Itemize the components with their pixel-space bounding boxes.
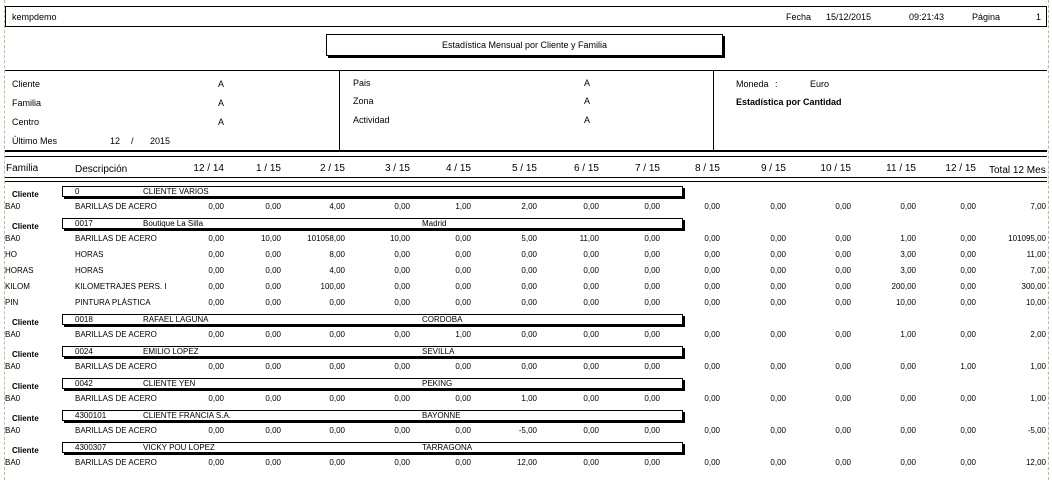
row-month-value: 0,00 bbox=[644, 362, 660, 371]
centro-filter-label: Centro bbox=[12, 117, 40, 127]
row-month-value: 0,00 bbox=[770, 458, 786, 467]
row-month-value: 0,00 bbox=[329, 394, 345, 403]
row-descripcion: BARILLAS DE ACERO bbox=[75, 394, 157, 403]
row-total-value: 11,00 bbox=[1026, 250, 1046, 259]
col-month: 1 / 15 bbox=[255, 163, 281, 174]
zona-filter-value: A bbox=[584, 96, 591, 106]
header-rule-top bbox=[5, 150, 1047, 152]
row-month-value: 0,00 bbox=[835, 266, 851, 275]
row-month-value: 3,00 bbox=[900, 250, 916, 259]
row-month-value: 0,00 bbox=[394, 394, 410, 403]
row-familia: BA0 bbox=[5, 234, 21, 243]
row-month-value: 0,00 bbox=[265, 458, 281, 467]
row-descripcion: BARILLAS DE ACERO bbox=[75, 234, 157, 243]
row-month-value: 0,00 bbox=[208, 250, 224, 259]
row-month-value: 0,00 bbox=[455, 458, 471, 467]
row-month-value: 100,00 bbox=[320, 282, 345, 291]
row-month-value: 0,00 bbox=[960, 394, 976, 403]
row-month-value: 0,00 bbox=[835, 250, 851, 259]
row-familia: PIN bbox=[5, 298, 19, 307]
row-total-value: 7,00 bbox=[1030, 266, 1046, 275]
filters-divider-2 bbox=[713, 70, 714, 150]
row-month-value: 0,00 bbox=[960, 426, 976, 435]
company-name: kempdemo bbox=[12, 12, 57, 22]
row-month-value: 0,00 bbox=[770, 362, 786, 371]
row-month-value: 0,00 bbox=[704, 282, 720, 291]
row-month-value: 0,00 bbox=[704, 250, 720, 259]
row-month-value: 1,00 bbox=[521, 394, 537, 403]
row-familia: BA0 bbox=[5, 330, 21, 339]
client-name: CLIENTE YEN bbox=[143, 379, 196, 388]
row-month-value: 5,00 bbox=[521, 234, 537, 243]
row-descripcion: BARILLAS DE ACERO bbox=[75, 330, 157, 339]
client-name: VICKY POU LOPEZ bbox=[143, 443, 215, 452]
row-familia: HORAS bbox=[5, 266, 34, 275]
row-month-value: 0,00 bbox=[644, 458, 660, 467]
client-name: EMILIO LOPEZ bbox=[143, 347, 199, 356]
header-rule-bottom-2 bbox=[5, 181, 1047, 182]
row-descripcion: PINTURA PLÁSTICA bbox=[75, 298, 151, 307]
client-city: SEVILLA bbox=[422, 347, 455, 356]
col-month: 12 / 15 bbox=[945, 163, 976, 174]
familia-filter-value: A bbox=[218, 98, 225, 108]
client-city: CORDOBA bbox=[422, 315, 463, 324]
row-month-value: 0,00 bbox=[835, 234, 851, 243]
row-month-value: 0,00 bbox=[770, 330, 786, 339]
row-month-value: 0,00 bbox=[900, 394, 916, 403]
client-label: Cliente bbox=[12, 414, 39, 423]
row-month-value: 0,00 bbox=[770, 234, 786, 243]
row-month-value: 1,00 bbox=[455, 330, 471, 339]
row-month-value: 0,00 bbox=[960, 234, 976, 243]
row-month-value: 0,00 bbox=[835, 330, 851, 339]
row-month-value: 0,00 bbox=[644, 426, 660, 435]
ultimo-mes-separator: / bbox=[131, 136, 134, 146]
row-month-value: 0,00 bbox=[704, 266, 720, 275]
filters-top-border bbox=[5, 70, 1047, 71]
row-month-value: 1,00 bbox=[900, 330, 916, 339]
row-month-value: 0,00 bbox=[208, 202, 224, 211]
client-city: Madrid bbox=[422, 219, 447, 228]
ultimo-mes-year: 2015 bbox=[150, 136, 171, 146]
row-month-value: 0,00 bbox=[265, 362, 281, 371]
row-month-value: 0,00 bbox=[455, 362, 471, 371]
client-code: 4300101 bbox=[75, 411, 107, 420]
row-month-value: 0,00 bbox=[770, 298, 786, 307]
row-month-value: 0,00 bbox=[265, 266, 281, 275]
col-familia: Familia bbox=[6, 163, 39, 174]
row-total-value: 1,00 bbox=[1030, 394, 1046, 403]
row-month-value: 0,00 bbox=[644, 250, 660, 259]
col-month: 11 / 15 bbox=[886, 163, 916, 174]
row-month-value: 0,00 bbox=[583, 330, 599, 339]
client-name: CLIENTE FRANCIA S.A. bbox=[143, 411, 232, 420]
row-month-value: 0,00 bbox=[394, 250, 410, 259]
row-month-value: 0,00 bbox=[329, 362, 345, 371]
report-header-box bbox=[5, 6, 1047, 27]
row-month-value: 0,00 bbox=[208, 234, 224, 243]
client-city: BAYONNE bbox=[422, 411, 461, 420]
client-name: Boutique La Silla bbox=[143, 219, 204, 228]
row-month-value: 0,00 bbox=[704, 330, 720, 339]
row-month-value: 0,00 bbox=[583, 266, 599, 275]
row-month-value: 0,00 bbox=[208, 298, 224, 307]
row-month-value: 0,00 bbox=[455, 234, 471, 243]
row-month-value: 200,00 bbox=[891, 282, 916, 291]
row-month-value: 0,00 bbox=[900, 458, 916, 467]
col-month: 10 / 15 bbox=[820, 163, 851, 174]
fecha-label: Fecha bbox=[786, 12, 812, 22]
row-month-value: 0,00 bbox=[521, 266, 537, 275]
row-familia: BA0 bbox=[5, 394, 21, 403]
row-month-value: 0,00 bbox=[455, 394, 471, 403]
row-month-value: 0,00 bbox=[394, 426, 410, 435]
row-month-value: 0,00 bbox=[521, 362, 537, 371]
row-month-value: 0,00 bbox=[265, 250, 281, 259]
row-total-value: 101095,00 bbox=[1008, 234, 1046, 243]
zona-filter-label: Zona bbox=[353, 96, 374, 106]
row-month-value: 0,00 bbox=[208, 394, 224, 403]
row-month-value: 0,00 bbox=[835, 362, 851, 371]
report-title: Estadística Mensual por Cliente y Familia bbox=[326, 34, 723, 56]
row-month-value: 0,00 bbox=[644, 330, 660, 339]
header-rule-bottom bbox=[5, 177, 1047, 178]
row-month-value: 0,00 bbox=[583, 394, 599, 403]
row-month-value: 0,00 bbox=[455, 282, 471, 291]
row-month-value: 0,00 bbox=[208, 362, 224, 371]
col-month: 12 / 14 bbox=[193, 163, 224, 174]
client-label: Cliente bbox=[12, 222, 39, 231]
row-familia: BA0 bbox=[5, 426, 21, 435]
col-month: 6 / 15 bbox=[573, 163, 599, 174]
row-month-value: 4,00 bbox=[329, 202, 345, 211]
ultimo-mes-month: 12 bbox=[110, 136, 121, 146]
row-descripcion: HORAS bbox=[75, 266, 104, 275]
centro-filter-value: A bbox=[218, 117, 225, 127]
row-descripcion: BARILLAS DE ACERO bbox=[75, 362, 157, 371]
actividad-filter-label: Actividad bbox=[353, 115, 390, 125]
cliente-filter-label: Cliente bbox=[12, 79, 41, 89]
row-month-value: 0,00 bbox=[644, 282, 660, 291]
familia-filter-label: Familia bbox=[12, 98, 42, 108]
row-month-value: 0,00 bbox=[583, 298, 599, 307]
ultimo-mes-label: Último Mes bbox=[12, 136, 58, 146]
client-label: Cliente bbox=[12, 190, 39, 199]
row-total-value: 10,00 bbox=[1025, 298, 1046, 307]
row-descripcion: HORAS bbox=[75, 250, 104, 259]
row-month-value: 0,00 bbox=[835, 458, 851, 467]
row-month-value: 0,00 bbox=[960, 458, 976, 467]
row-month-value: 0,00 bbox=[960, 202, 976, 211]
client-label: Cliente bbox=[12, 318, 39, 327]
pais-filter-value: A bbox=[584, 78, 591, 88]
page-margin-right bbox=[1048, 0, 1049, 480]
moneda-colon: : bbox=[775, 79, 778, 89]
row-month-value: 0,00 bbox=[265, 394, 281, 403]
row-month-value: 4,00 bbox=[329, 266, 345, 275]
col-month: 3 / 15 bbox=[384, 163, 410, 174]
row-month-value: 0,00 bbox=[521, 330, 537, 339]
col-total: Total 12 Mes bbox=[989, 165, 1046, 176]
client-name: CLIENTE VARIOS bbox=[143, 187, 209, 196]
fecha-value: 15/12/2015 bbox=[826, 12, 872, 22]
client-code: 0017 bbox=[75, 219, 93, 228]
client-code: 0018 bbox=[75, 315, 93, 324]
row-month-value: 0,00 bbox=[960, 250, 976, 259]
row-familia: BA0 bbox=[5, 458, 21, 467]
row-month-value: 0,00 bbox=[770, 282, 786, 291]
row-month-value: 0,00 bbox=[835, 282, 851, 291]
moneda-value: Euro bbox=[810, 79, 830, 89]
row-month-value: 0,00 bbox=[455, 298, 471, 307]
row-month-value: 1,00 bbox=[960, 362, 976, 371]
row-month-value: 1,00 bbox=[455, 202, 471, 211]
row-descripcion: BARILLAS DE ACERO bbox=[75, 458, 157, 467]
moneda-label: Moneda bbox=[736, 79, 769, 89]
row-month-value: 10,00 bbox=[389, 234, 410, 243]
row-month-value: 0,00 bbox=[394, 362, 410, 371]
row-month-value: 0,00 bbox=[900, 426, 916, 435]
row-month-value: 0,00 bbox=[960, 298, 976, 307]
row-month-value: 10,00 bbox=[260, 234, 281, 243]
row-month-value: 0,00 bbox=[394, 330, 410, 339]
col-month: 9 / 15 bbox=[760, 163, 786, 174]
row-month-value: 0,00 bbox=[583, 202, 599, 211]
row-month-value: 0,00 bbox=[265, 202, 281, 211]
row-familia: BA0 bbox=[5, 202, 21, 211]
client-city: PEKING bbox=[422, 379, 453, 388]
row-month-value: 0,00 bbox=[770, 266, 786, 275]
row-month-value: 0,00 bbox=[835, 298, 851, 307]
row-month-value: 0,00 bbox=[770, 250, 786, 259]
row-month-value: 0,00 bbox=[265, 282, 281, 291]
client-city: TARRAGONA bbox=[422, 443, 473, 452]
row-month-value: 0,00 bbox=[960, 282, 976, 291]
row-month-value: 0,00 bbox=[265, 298, 281, 307]
row-month-value: 0,00 bbox=[704, 362, 720, 371]
estadistica-tipo: Estadística por Cantidad bbox=[736, 97, 842, 107]
row-month-value: 0,00 bbox=[208, 426, 224, 435]
header-rule-top-2 bbox=[5, 156, 1047, 157]
row-month-value: 0,00 bbox=[835, 202, 851, 211]
row-month-value: 0,00 bbox=[960, 266, 976, 275]
row-total-value: 300,00 bbox=[1021, 282, 1046, 291]
row-month-value: 0,00 bbox=[583, 426, 599, 435]
row-month-value: 0,00 bbox=[704, 202, 720, 211]
col-month: 8 / 15 bbox=[694, 163, 720, 174]
row-month-value: 0,00 bbox=[960, 330, 976, 339]
row-month-value: 101058,00 bbox=[307, 234, 345, 243]
row-month-value: 0,00 bbox=[583, 458, 599, 467]
row-total-value: -5,00 bbox=[1027, 426, 1046, 435]
row-month-value: 0,00 bbox=[455, 426, 471, 435]
col-month: 2 / 15 bbox=[319, 163, 345, 174]
row-month-value: 0,00 bbox=[455, 250, 471, 259]
row-month-value: 0,00 bbox=[704, 234, 720, 243]
hora-value: 09:21:43 bbox=[909, 12, 945, 22]
client-label: Cliente bbox=[12, 446, 39, 455]
row-month-value: 2,00 bbox=[521, 202, 537, 211]
row-descripcion: KILOMETRAJES PERS. I bbox=[75, 282, 167, 291]
row-month-value: 0,00 bbox=[521, 282, 537, 291]
row-month-value: 0,00 bbox=[329, 330, 345, 339]
filters-divider-1 bbox=[339, 70, 340, 150]
row-month-value: 0,00 bbox=[583, 250, 599, 259]
row-month-value: 11,00 bbox=[579, 234, 599, 243]
row-month-value: 0,00 bbox=[208, 282, 224, 291]
row-month-value: 0,00 bbox=[704, 394, 720, 403]
pais-filter-label: Pais bbox=[353, 78, 371, 88]
row-month-value: 10,00 bbox=[895, 298, 916, 307]
row-descripcion: BARILLAS DE ACERO bbox=[75, 426, 157, 435]
row-month-value: 0,00 bbox=[644, 202, 660, 211]
row-familia: BA0 bbox=[5, 362, 21, 371]
row-month-value: 0,00 bbox=[583, 362, 599, 371]
row-month-value: 0,00 bbox=[704, 298, 720, 307]
client-code: 4300307 bbox=[75, 443, 107, 452]
row-month-value: -5,00 bbox=[518, 426, 537, 435]
row-month-value: 0,00 bbox=[208, 458, 224, 467]
row-month-value: 0,00 bbox=[521, 298, 537, 307]
row-month-value: 0,00 bbox=[770, 202, 786, 211]
actividad-filter-value: A bbox=[584, 115, 591, 125]
client-code: 0042 bbox=[75, 379, 93, 388]
row-month-value: 0,00 bbox=[644, 298, 660, 307]
row-month-value: 0,00 bbox=[329, 458, 345, 467]
client-code: 0024 bbox=[75, 347, 93, 356]
row-month-value: 0,00 bbox=[455, 266, 471, 275]
col-month: 5 / 15 bbox=[511, 163, 537, 174]
row-month-value: 0,00 bbox=[265, 426, 281, 435]
row-month-value: 0,00 bbox=[329, 426, 345, 435]
row-month-value: 12,00 bbox=[516, 458, 537, 467]
row-total-value: 2,00 bbox=[1030, 330, 1046, 339]
row-month-value: 0,00 bbox=[521, 250, 537, 259]
row-month-value: 0,00 bbox=[394, 458, 410, 467]
row-month-value: 0,00 bbox=[644, 266, 660, 275]
col-month: 7 / 15 bbox=[634, 163, 660, 174]
row-month-value: 1,00 bbox=[900, 234, 916, 243]
row-month-value: 0,00 bbox=[835, 426, 851, 435]
row-total-value: 7,00 bbox=[1030, 202, 1046, 211]
row-month-value: 0,00 bbox=[770, 394, 786, 403]
row-month-value: 0,00 bbox=[900, 362, 916, 371]
row-familia: KILOM bbox=[5, 282, 30, 291]
row-month-value: 0,00 bbox=[770, 426, 786, 435]
cliente-filter-value: A bbox=[218, 79, 225, 89]
row-month-value: 0,00 bbox=[394, 298, 410, 307]
row-month-value: 3,00 bbox=[900, 266, 916, 275]
row-month-value: 0,00 bbox=[208, 330, 224, 339]
row-month-value: 0,00 bbox=[394, 266, 410, 275]
row-descripcion: BARILLAS DE ACERO bbox=[75, 202, 157, 211]
row-month-value: 0,00 bbox=[704, 458, 720, 467]
row-month-value: 0,00 bbox=[583, 282, 599, 291]
row-month-value: 0,00 bbox=[265, 330, 281, 339]
client-label: Cliente bbox=[12, 350, 39, 359]
row-total-value: 12,00 bbox=[1025, 458, 1046, 467]
row-total-value: 1,00 bbox=[1030, 362, 1046, 371]
row-month-value: 0,00 bbox=[644, 234, 660, 243]
client-name: RAFAEL LAGUNA bbox=[143, 315, 209, 324]
row-month-value: 0,00 bbox=[704, 426, 720, 435]
row-familia: HO bbox=[5, 250, 17, 259]
row-month-value: 0,00 bbox=[644, 394, 660, 403]
col-month: 4 / 15 bbox=[445, 163, 471, 174]
client-code: 0 bbox=[75, 187, 80, 196]
row-month-value: 0,00 bbox=[329, 298, 345, 307]
row-month-value: 0,00 bbox=[394, 202, 410, 211]
row-month-value: 0,00 bbox=[835, 394, 851, 403]
pagina-value: 1 bbox=[1036, 12, 1042, 22]
row-month-value: 8,00 bbox=[329, 250, 345, 259]
client-label: Cliente bbox=[12, 382, 39, 391]
row-month-value: 0,00 bbox=[394, 282, 410, 291]
row-month-value: 0,00 bbox=[900, 202, 916, 211]
pagina-label: Página bbox=[972, 12, 1001, 22]
col-descripcion: Descripción bbox=[75, 164, 128, 175]
row-month-value: 0,00 bbox=[208, 266, 224, 275]
